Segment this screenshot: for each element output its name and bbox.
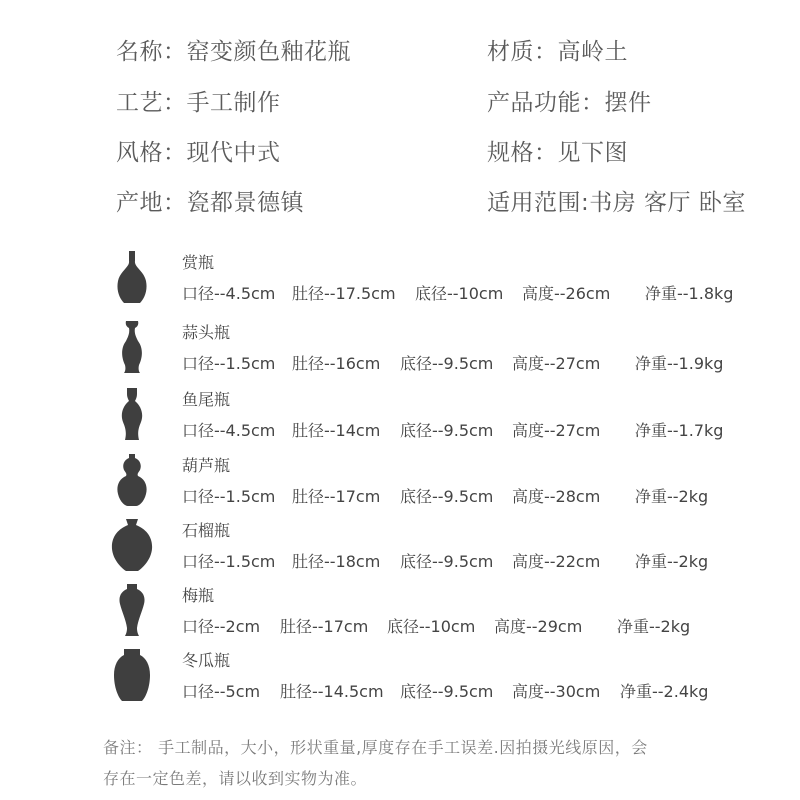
vase-shangping-icon bbox=[108, 249, 156, 305]
spec-belly: 肚径--17cm bbox=[292, 487, 381, 506]
vase-name: 鱼尾瓶 bbox=[182, 390, 231, 409]
spec-belly: 肚径--17.5cm bbox=[292, 284, 396, 303]
spec-height: 高度--30cm bbox=[512, 682, 601, 701]
info-usage: 适用范围:书房 客厅 卧室 bbox=[487, 190, 746, 216]
spec-mouth: 口径--1.5cm bbox=[182, 552, 276, 571]
vase-meiping-icon bbox=[108, 582, 156, 638]
spec-belly: 肚径--18cm bbox=[292, 552, 381, 571]
spec-mouth: 口径--1.5cm bbox=[182, 354, 276, 373]
info-name: 名称：窑变颜色釉花瓶 bbox=[116, 39, 351, 65]
vase-hulu-icon bbox=[108, 452, 156, 508]
spec-height: 高度--28cm bbox=[512, 487, 601, 506]
spec-height: 高度--27cm bbox=[512, 421, 601, 440]
spec-belly: 肚径--16cm bbox=[292, 354, 381, 373]
info-spec: 规格：见下图 bbox=[487, 140, 628, 166]
note-line-1: 备注： 手工制品，大小，形状重量,厚度存在手工误差.因拍摄光线原因，会 bbox=[103, 738, 648, 757]
spec-mouth: 口径--4.5cm bbox=[182, 284, 276, 303]
spec-height: 高度--27cm bbox=[512, 354, 601, 373]
vase-name: 石榴瓶 bbox=[182, 521, 231, 540]
vase-yuwei-icon bbox=[108, 386, 156, 442]
spec-base: 底径--9.5cm bbox=[400, 421, 494, 440]
spec-base: 底径--10cm bbox=[387, 617, 476, 636]
spec-weight: 净重--1.9kg bbox=[635, 354, 724, 373]
spec-height: 高度--22cm bbox=[512, 552, 601, 571]
spec-weight: 净重--2kg bbox=[635, 487, 709, 506]
spec-belly: 肚径--17cm bbox=[280, 617, 369, 636]
vase-donggua-icon bbox=[108, 647, 156, 703]
vase-name: 葫芦瓶 bbox=[182, 456, 231, 475]
spec-weight: 净重--1.8kg bbox=[645, 284, 734, 303]
info-material: 材质：高岭土 bbox=[487, 39, 628, 65]
info-origin: 产地：瓷都景德镇 bbox=[116, 190, 304, 216]
vase-shiliu-icon bbox=[108, 517, 156, 573]
spec-mouth: 口径--1.5cm bbox=[182, 487, 276, 506]
spec-height: 高度--26cm bbox=[522, 284, 611, 303]
vase-name: 赏瓶 bbox=[182, 253, 215, 272]
spec-weight: 净重--1.7kg bbox=[635, 421, 724, 440]
spec-weight: 净重--2kg bbox=[635, 552, 709, 571]
vase-name: 冬瓜瓶 bbox=[182, 651, 231, 670]
info-function: 产品功能：摆件 bbox=[487, 90, 652, 116]
spec-mouth: 口径--2cm bbox=[182, 617, 261, 636]
spec-base: 底径--10cm bbox=[415, 284, 504, 303]
spec-base: 底径--9.5cm bbox=[400, 354, 494, 373]
info-style: 风格：现代中式 bbox=[116, 140, 281, 166]
vase-suantou-icon bbox=[108, 319, 156, 375]
spec-base: 底径--9.5cm bbox=[400, 487, 494, 506]
note-line-2: 存在一定色差，请以收到实物为准。 bbox=[103, 769, 368, 788]
spec-base: 底径--9.5cm bbox=[400, 552, 494, 571]
spec-mouth: 口径--5cm bbox=[182, 682, 261, 701]
spec-base: 底径--9.5cm bbox=[400, 682, 494, 701]
vase-name: 梅瓶 bbox=[182, 586, 215, 605]
spec-belly: 肚径--14cm bbox=[292, 421, 381, 440]
spec-weight: 净重--2kg bbox=[617, 617, 691, 636]
spec-mouth: 口径--4.5cm bbox=[182, 421, 276, 440]
vase-name: 蒜头瓶 bbox=[182, 323, 231, 342]
info-craft: 工艺：手工制作 bbox=[116, 90, 281, 116]
spec-height: 高度--29cm bbox=[494, 617, 583, 636]
spec-weight: 净重--2.4kg bbox=[620, 682, 709, 701]
spec-belly: 肚径--14.5cm bbox=[280, 682, 384, 701]
